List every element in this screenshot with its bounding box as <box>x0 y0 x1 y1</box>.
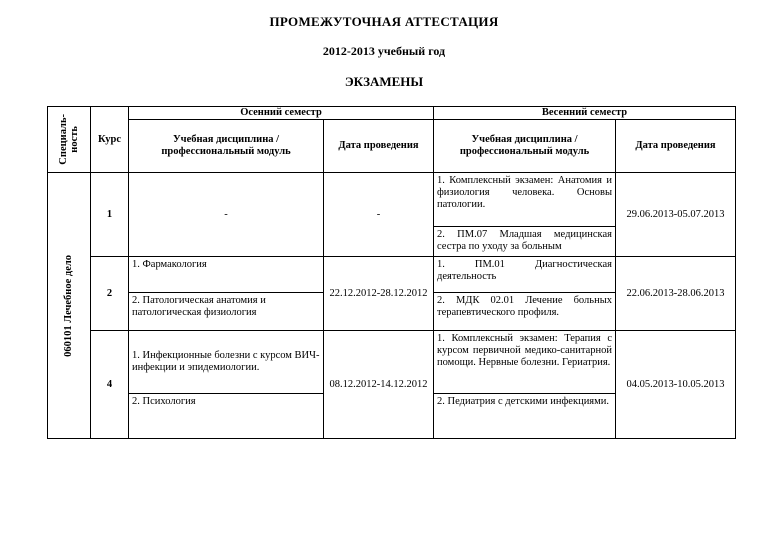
specialty-cell <box>48 173 91 439</box>
spring-date-cell: 29.06.2013-05.07.2013 <box>616 173 736 257</box>
header-row-columns <box>48 120 736 173</box>
spring-date-cell: 04.05.2013-10.05.2013 <box>616 331 736 439</box>
spring-discipline-item: 1. Комплексный экзамен: Терапия с курсом первичной медико-санитарной помощи. Нервные болезни. Гериатрия. <box>434 331 616 394</box>
autumn-date-cell: - <box>324 173 434 257</box>
spring-date-header: Дата проведения <box>616 120 736 173</box>
course-header: Курс <box>91 107 129 173</box>
autumn-date-header: Дата проведения <box>324 120 434 173</box>
autumn-semester-header: Осенний семестр <box>129 107 434 120</box>
table-row <box>48 257 736 293</box>
course-cell: 2 <box>91 257 129 331</box>
spring-semester-header: Весенний семестр <box>434 107 736 120</box>
autumn-discipline-item: 2. Патологическая анатомия и патологическая физиология <box>129 293 324 331</box>
autumn-discipline-item: 2. Психология <box>129 394 324 439</box>
spring-discipline-item: 2. ПМ.07 Младшая медицинская сестра по уходу за больным <box>434 227 616 257</box>
autumn-discipline-item: 1. Фармакология <box>129 257 324 293</box>
autumn-discipline-item: 1. Инфекционные болезни с курсом ВИЧ-инфекции и эпидемиологии. <box>129 331 324 394</box>
autumn-date-cell: 08.12.2012-14.12.2012 <box>324 331 434 439</box>
header-row-semesters <box>48 107 736 120</box>
spring-discipline-item: 2. Педиатрия с детскими инфекциями. <box>434 394 616 439</box>
spring-date-cell: 22.06.2013-28.06.2013 <box>616 257 736 331</box>
table-row <box>48 173 736 227</box>
autumn-date-cell: 22.12.2012-28.12.2012 <box>324 257 434 331</box>
spring-discipline-header: Учебная дисциплина /профессиональный модуль <box>434 120 616 173</box>
spring-discipline-item: 1. Комплексный экзамен: Анатомия и физиология человека. Основы патологии. <box>434 173 616 227</box>
specialty-value: 060101 Лечебное дело <box>63 254 74 357</box>
table-row <box>48 331 736 394</box>
course-cell: 4 <box>91 331 129 439</box>
course-cell: 1 <box>91 173 129 257</box>
autumn-discipline-header: Учебная дисциплина /профессиональный модуль <box>129 120 324 173</box>
autumn-discipline-cell: - <box>129 173 324 257</box>
specialty-header <box>48 107 91 173</box>
academic-year: 2012-2013 учебный год <box>322 44 446 58</box>
spring-discipline-item: 1. ПМ.01 Диагностическая деятельность <box>434 257 616 293</box>
page-title: ПРОМЕЖУТОЧНАЯ АТТЕСТАЦИЯ <box>269 14 499 29</box>
specialty-header-text: Специаль- ность <box>58 114 80 165</box>
spring-discipline-item: 2. МДК 02.01 Лечение больных терапевтического профиля. <box>434 293 616 331</box>
section-title: ЭКЗАМЕНЫ <box>344 74 424 89</box>
exam-schedule-table <box>47 106 736 439</box>
